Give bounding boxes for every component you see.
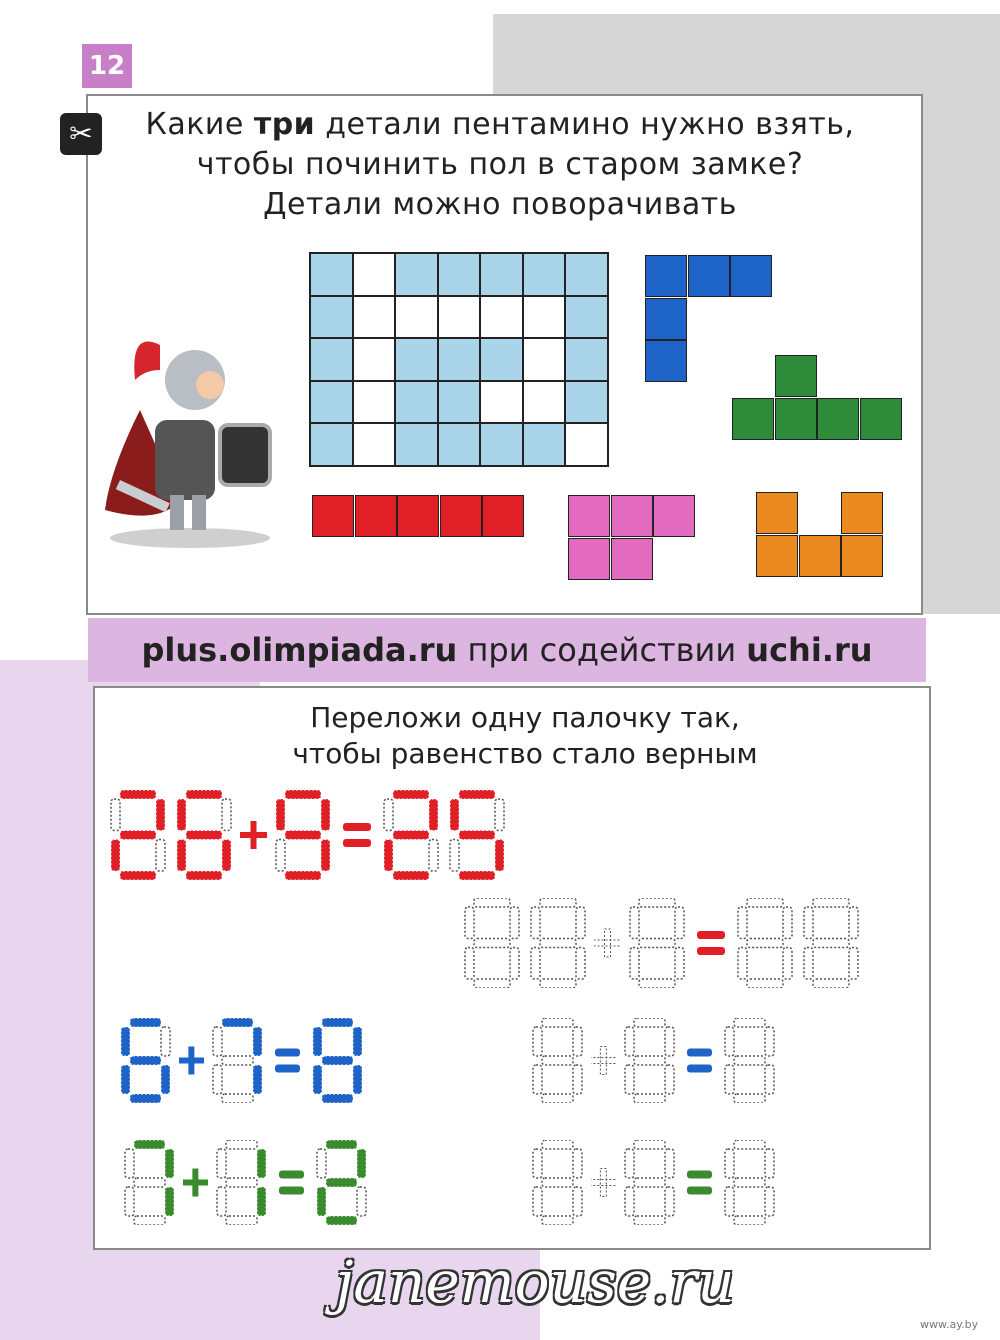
blank-digit: [801, 898, 861, 988]
segment-c: [765, 1187, 774, 1216]
segment-c: [156, 840, 165, 872]
segment-c: [765, 1065, 774, 1094]
segment-g: [186, 831, 222, 840]
floor-cell: [353, 423, 396, 466]
segment-c: [429, 840, 438, 872]
segment-g: [130, 1056, 161, 1065]
segment-b: [665, 1149, 674, 1178]
floor-cell: [353, 338, 396, 381]
digit-1: [214, 1140, 269, 1225]
task1-question: [120, 105, 880, 225]
segment-b: [353, 1027, 362, 1056]
answer-row-red: [462, 898, 867, 988]
segment-c: [665, 1065, 674, 1094]
segment-a: [326, 1140, 357, 1149]
segment-d: [120, 871, 156, 880]
piece-square: [730, 255, 772, 297]
segment-f: [804, 907, 813, 939]
segment-c: [495, 840, 504, 872]
segment-a: [634, 1018, 665, 1027]
floor-cell: [565, 296, 608, 339]
segment-f: [177, 799, 186, 831]
piece-square: [397, 495, 439, 537]
floor-cell: [480, 381, 523, 424]
page-number: 12: [82, 44, 132, 88]
task1-line1-post: детали пентамино нужно взять,: [315, 107, 855, 142]
blank-digit: [735, 898, 795, 988]
task2-line2: чтобы равенство стало верным: [292, 737, 758, 770]
blank-digit: [627, 898, 687, 988]
piece-square: [688, 255, 730, 297]
digit-7: [122, 1140, 177, 1225]
credit-text: www.ay.by: [920, 1318, 979, 1331]
segment-d: [459, 871, 495, 880]
piece-square: [799, 535, 841, 577]
segment-g: [540, 939, 576, 948]
floor-cell: [523, 381, 566, 424]
segment-e: [217, 1187, 226, 1216]
segment-a: [285, 790, 321, 799]
floor-cell: [480, 296, 523, 339]
segment-g: [226, 1178, 257, 1187]
answer-row-green: [530, 1140, 783, 1225]
floor-cell: [395, 253, 438, 296]
piece-square: [482, 495, 524, 537]
segment-b: [765, 1149, 774, 1178]
segment-e: [125, 1187, 134, 1216]
segment-c: [675, 948, 684, 980]
segment-e: [804, 948, 813, 980]
segment-g: [734, 1056, 765, 1065]
sponsor-banner: [88, 618, 926, 682]
floor-cell: [310, 381, 353, 424]
segment-g: [639, 939, 675, 948]
segment-f: [625, 1149, 634, 1178]
segment-b: [257, 1149, 266, 1178]
segment-f: [533, 1027, 542, 1056]
segment-d: [130, 1094, 161, 1103]
segment-c: [222, 840, 231, 872]
banner-site1: plus.olimpiada.ru: [141, 631, 458, 669]
piece-square: [312, 495, 354, 537]
equals-sign: [339, 790, 375, 880]
digit-7: [210, 1018, 265, 1103]
blank-digit: [722, 1140, 777, 1225]
segment-c: [161, 1065, 170, 1094]
segment-g: [285, 831, 321, 840]
blank-digit: [530, 1018, 585, 1103]
task1-line3: Детали можно поворачивать: [263, 187, 737, 222]
segment-d: [393, 871, 429, 880]
piece-square: [611, 538, 653, 580]
digit-6: [118, 1018, 173, 1103]
segment-f: [111, 799, 120, 831]
segment-b: [765, 1027, 774, 1056]
piece-square: [645, 340, 687, 382]
segment-g: [134, 1178, 165, 1187]
segment-b: [253, 1027, 262, 1056]
segment-d: [474, 979, 510, 988]
segment-a: [186, 790, 222, 799]
segment-d: [639, 979, 675, 988]
segment-b: [429, 799, 438, 831]
segment-c: [357, 1187, 366, 1216]
blank-digit: [528, 898, 588, 988]
segment-a: [474, 898, 510, 907]
segment-g: [393, 831, 429, 840]
segment-a: [813, 898, 849, 907]
floor-cell: [565, 381, 608, 424]
segment-a: [322, 1018, 353, 1027]
digit-2: [381, 790, 441, 880]
segment-g: [634, 1178, 665, 1187]
segment-a: [734, 1140, 765, 1149]
digit-2: [108, 790, 168, 880]
equation-red: [108, 790, 513, 880]
floor-cell: [565, 423, 608, 466]
floor-cell: [523, 423, 566, 466]
segment-b: [573, 1027, 582, 1056]
segment-e: [625, 1065, 634, 1094]
segment-b: [849, 907, 858, 939]
segment-b: [576, 907, 585, 939]
floor-cell: [353, 296, 396, 339]
segment-f: [533, 1149, 542, 1178]
segment-a: [134, 1140, 165, 1149]
floor-cell: [565, 253, 608, 296]
segment-a: [393, 790, 429, 799]
floor-cell: [438, 423, 481, 466]
segment-f: [276, 799, 285, 831]
task2-question: [180, 700, 870, 772]
segment-c: [257, 1187, 266, 1216]
floor-cell: [480, 253, 523, 296]
segment-g: [222, 1056, 253, 1065]
segment-d: [734, 1094, 765, 1103]
segment-d: [734, 1216, 765, 1225]
segment-d: [285, 871, 321, 880]
floor-cell: [523, 253, 566, 296]
floor-cell: [438, 253, 481, 296]
segment-e: [738, 948, 747, 980]
plus-sign: [591, 1140, 616, 1225]
plus-sign: [594, 898, 621, 988]
piece-square: [611, 495, 653, 537]
segment-e: [213, 1065, 222, 1094]
segment-c: [576, 948, 585, 980]
floor-grid: [309, 252, 609, 467]
floor-cell: [395, 423, 438, 466]
segment-b: [783, 907, 792, 939]
segment-a: [734, 1018, 765, 1027]
segment-f: [725, 1149, 734, 1178]
task1-line1: [120, 105, 880, 145]
blank-digit: [622, 1140, 677, 1225]
task1-line1-pre: Какие: [145, 107, 254, 142]
segment-b: [161, 1027, 170, 1056]
segment-a: [130, 1018, 161, 1027]
piece-square: [440, 495, 482, 537]
segment-c: [665, 1187, 674, 1216]
segment-e: [531, 948, 540, 980]
plus-sign: [179, 1018, 204, 1103]
segment-d: [226, 1216, 257, 1225]
segment-g: [542, 1056, 573, 1065]
segment-b: [665, 1027, 674, 1056]
piece-square: [817, 398, 859, 440]
segment-e: [533, 1187, 542, 1216]
segment-e: [630, 948, 639, 980]
watermark: janemouse.ru: [335, 1248, 735, 1316]
segment-f: [313, 1027, 322, 1056]
segment-a: [120, 790, 156, 799]
floor-cell: [523, 338, 566, 381]
banner-site2: uchi.ru: [746, 631, 873, 669]
segment-b: [573, 1149, 582, 1178]
segment-f: [531, 907, 540, 939]
piece-square: [645, 298, 687, 340]
plus-sign: [183, 1140, 208, 1225]
plus-sign: [591, 1018, 616, 1103]
segment-e: [317, 1187, 326, 1216]
segment-g: [322, 1056, 353, 1065]
blank-digit: [462, 898, 522, 988]
segment-a: [542, 1140, 573, 1149]
segment-b: [222, 799, 231, 831]
piece-square: [775, 355, 817, 397]
segment-c: [353, 1065, 362, 1094]
floor-cell: [438, 338, 481, 381]
segment-d: [540, 979, 576, 988]
segment-d: [322, 1094, 353, 1103]
segment-c: [510, 948, 519, 980]
segment-e: [725, 1187, 734, 1216]
floor-cell: [310, 338, 353, 381]
piece-square: [645, 255, 687, 297]
equation-green: [122, 1140, 375, 1225]
segment-c: [573, 1187, 582, 1216]
floor-cell: [395, 296, 438, 339]
segment-b: [165, 1149, 174, 1178]
segment-g: [326, 1178, 357, 1187]
segment-e: [384, 840, 393, 872]
floor-cell: [395, 381, 438, 424]
piece-square: [756, 492, 798, 534]
segment-d: [634, 1216, 665, 1225]
segment-c: [849, 948, 858, 980]
segment-c: [253, 1065, 262, 1094]
equals-sign: [683, 1140, 716, 1225]
floor-cell: [353, 253, 396, 296]
digit-9: [273, 790, 333, 880]
segment-f: [121, 1027, 130, 1056]
segment-a: [747, 898, 783, 907]
equation-blue: [118, 1018, 371, 1103]
segment-g: [474, 939, 510, 948]
segment-f: [625, 1027, 634, 1056]
segment-d: [542, 1094, 573, 1103]
segment-e: [111, 840, 120, 872]
segment-d: [747, 979, 783, 988]
floor-cell: [523, 296, 566, 339]
segment-a: [634, 1140, 665, 1149]
segment-b: [510, 907, 519, 939]
segment-b: [156, 799, 165, 831]
segment-g: [542, 1178, 573, 1187]
segment-g: [120, 831, 156, 840]
knight-illustration: [100, 310, 280, 550]
task2-line1: Переложи одну палочку так,: [310, 701, 740, 734]
segment-d: [634, 1094, 665, 1103]
piece-square: [841, 535, 883, 577]
floor-cell: [438, 381, 481, 424]
floor-cell: [310, 253, 353, 296]
piece-square: [732, 398, 774, 440]
piece-square: [568, 495, 610, 537]
segment-e: [450, 840, 459, 872]
segment-e: [313, 1065, 322, 1094]
segment-b: [495, 799, 504, 831]
segment-b: [675, 907, 684, 939]
floor-cell: [395, 338, 438, 381]
segment-c: [165, 1187, 174, 1216]
segment-e: [121, 1065, 130, 1094]
digit-8: [310, 1018, 365, 1103]
scissors-icon: ✂: [60, 113, 102, 155]
segment-a: [540, 898, 576, 907]
answer-row-blue: [530, 1018, 783, 1103]
equals-sign: [275, 1140, 308, 1225]
equals-sign: [271, 1018, 304, 1103]
floor-cell: [480, 423, 523, 466]
segment-f: [217, 1149, 226, 1178]
segment-f: [465, 907, 474, 939]
piece-square: [775, 398, 817, 440]
piece-square: [568, 538, 610, 580]
segment-a: [222, 1018, 253, 1027]
equals-sign: [683, 1018, 716, 1103]
floor-cell: [310, 423, 353, 466]
segment-e: [465, 948, 474, 980]
segment-d: [326, 1216, 357, 1225]
segment-e: [276, 840, 285, 872]
segment-g: [813, 939, 849, 948]
segment-e: [177, 840, 186, 872]
segment-d: [813, 979, 849, 988]
segment-e: [533, 1065, 542, 1094]
piece-square: [841, 492, 883, 534]
segment-g: [734, 1178, 765, 1187]
segment-g: [747, 939, 783, 948]
floor-cell: [565, 338, 608, 381]
segment-f: [450, 799, 459, 831]
segment-d: [222, 1094, 253, 1103]
segment-a: [459, 790, 495, 799]
digit-6: [174, 790, 234, 880]
segment-a: [226, 1140, 257, 1149]
floor-cell: [353, 381, 396, 424]
floor-cell: [438, 296, 481, 339]
digit-5: [447, 790, 507, 880]
blank-digit: [530, 1140, 585, 1225]
segment-f: [125, 1149, 134, 1178]
segment-c: [783, 948, 792, 980]
piece-square: [756, 535, 798, 577]
floor-cell: [480, 338, 523, 381]
banner-middle: при содействии: [457, 631, 747, 669]
segment-a: [639, 898, 675, 907]
piece-square: [653, 495, 695, 537]
blank-digit: [622, 1018, 677, 1103]
segment-f: [213, 1027, 222, 1056]
piece-square: [355, 495, 397, 537]
segment-f: [630, 907, 639, 939]
segment-g: [459, 831, 495, 840]
segment-b: [321, 799, 330, 831]
equals-sign: [693, 898, 729, 988]
segment-d: [542, 1216, 573, 1225]
plus-sign: [240, 790, 267, 880]
task1-line1-bold: три: [253, 107, 316, 142]
segment-e: [725, 1065, 734, 1094]
segment-f: [384, 799, 393, 831]
digit-2: [314, 1140, 369, 1225]
segment-f: [317, 1149, 326, 1178]
segment-d: [134, 1216, 165, 1225]
task1-line2: чтобы починить пол в старом замке?: [196, 147, 804, 182]
floor-cell: [310, 296, 353, 339]
segment-g: [634, 1056, 665, 1065]
segment-f: [738, 907, 747, 939]
segment-c: [573, 1065, 582, 1094]
segment-c: [321, 840, 330, 872]
blank-digit: [722, 1018, 777, 1103]
segment-e: [625, 1187, 634, 1216]
segment-f: [725, 1027, 734, 1056]
segment-a: [542, 1018, 573, 1027]
piece-square: [860, 398, 902, 440]
segment-d: [186, 871, 222, 880]
segment-b: [357, 1149, 366, 1178]
